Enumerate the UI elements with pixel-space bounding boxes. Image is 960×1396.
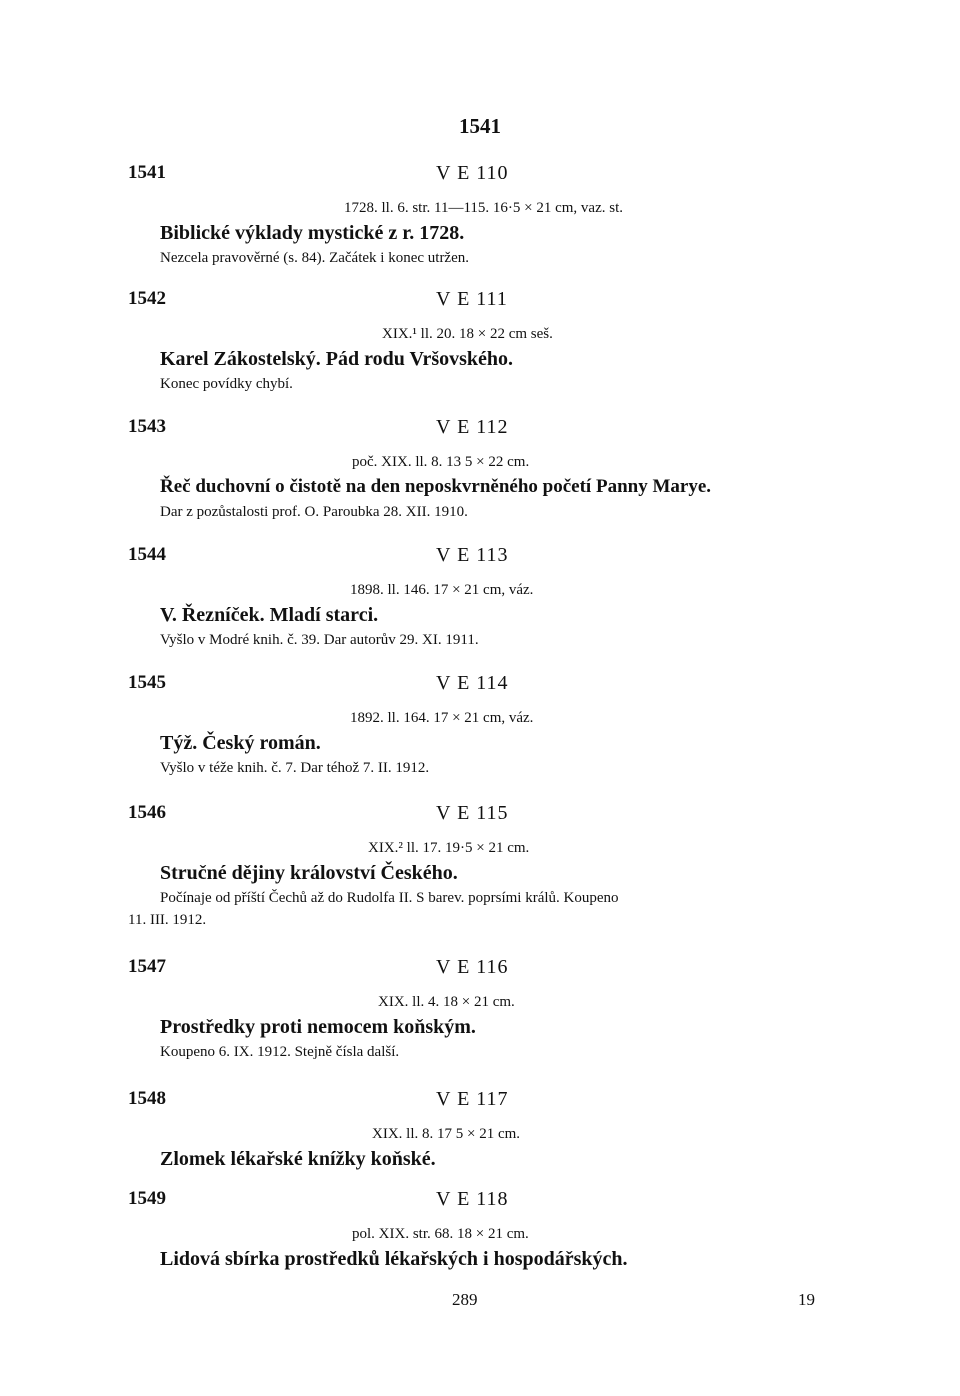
- collation: XIX. ll. 8. 17 5 × 21 cm.: [372, 1126, 521, 1142]
- shelf-signature: V E 116: [436, 956, 509, 978]
- entry-number: 1548: [128, 1088, 166, 1109]
- entry-note: Vyšlo v Modré knih. č. 39. Dar autorův 29. XI. 1911.: [160, 632, 479, 648]
- entry-number: 1546: [128, 802, 166, 823]
- entry-note: Konec povídky chybí.: [160, 376, 293, 392]
- entry-number: 1547: [128, 956, 166, 977]
- entry-note: Nezcela pravověrné (s. 84). Začátek i konec utržen.: [160, 250, 470, 266]
- entry-number: 1549: [128, 1188, 166, 1209]
- entry-number: 1541: [128, 162, 166, 183]
- entry-title: Zlomek lékařské knížky koňské.: [160, 1148, 436, 1170]
- entry-title: Stručné dějiny království Českého.: [160, 862, 458, 884]
- shelf-signature: V E 112: [436, 416, 509, 438]
- entry-note: Koupeno 6. IX. 1912. Stejně čísla další.: [160, 1044, 400, 1060]
- collation: poč. XIX. ll. 8. 13 5 × 22 cm.: [352, 454, 530, 470]
- entry-number: 1545: [128, 672, 166, 693]
- collation: XIX.¹ ll. 20. 18 × 22 cm seš.: [382, 326, 553, 342]
- entry-number: 1543: [128, 416, 166, 437]
- collation: pol. XIX. str. 68. 18 × 21 cm.: [352, 1226, 529, 1242]
- page-header: 1541: [459, 114, 501, 138]
- shelf-signature: V E 117: [436, 1088, 509, 1110]
- collation: 1728. ll. 6. str. 11—115. 16·5 × 21 cm, vaz. st.: [344, 200, 623, 216]
- collation: XIX.² ll. 17. 19·5 × 21 cm.: [368, 840, 530, 856]
- entry-note-continuation: 11. III. 1912.: [128, 912, 207, 928]
- entry-number: 1544: [128, 544, 166, 565]
- entry-title: Lidová sbírka prostředků lékařských i hospodářských.: [160, 1248, 628, 1270]
- entry-number: 1542: [128, 288, 166, 309]
- shelf-signature: V E 111: [436, 288, 508, 310]
- shelf-signature: V E 118: [436, 1188, 509, 1210]
- collation: XIX. ll. 4. 18 × 21 cm.: [378, 994, 515, 1010]
- shelf-signature: V E 110: [436, 162, 509, 184]
- collation: 1892. ll. 164. 17 × 21 cm, váz.: [350, 710, 534, 726]
- shelf-signature: V E 114: [436, 672, 509, 694]
- entry-title: Biblické výklady mystické z r. 1728.: [160, 222, 465, 244]
- entry-title: V. Řezníček. Mladí starci.: [160, 604, 379, 626]
- entry-title: Týž. Český román.: [160, 732, 321, 754]
- entry-title: Řeč duchovní o čistotě na den neposkvrněného početí Panny Marye.: [160, 476, 711, 497]
- entry-title: Karel Zákostelský. Pád rodu Vršovského.: [160, 348, 514, 370]
- entry-note: Vyšlo v téže knih. č. 7. Dar téhož 7. II. 1912.: [160, 760, 430, 776]
- entry-title: Prostředky proti nemocem koňským.: [160, 1016, 476, 1038]
- entry-note: Dar z pozůstalosti prof. O. Paroubka 28. XII. 1910.: [160, 504, 468, 520]
- shelf-signature: V E 113: [436, 544, 509, 566]
- shelf-signature: V E 115: [436, 802, 509, 824]
- page-number: 289: [452, 1290, 478, 1309]
- sheet-number: 19: [798, 1290, 815, 1309]
- collation: 1898. ll. 146. 17 × 21 cm, váz.: [350, 582, 534, 598]
- entry-note: Počínaje od příští Čechů až do Rudolfa II. S barev. poprsími králů. Koupeno: [160, 890, 619, 906]
